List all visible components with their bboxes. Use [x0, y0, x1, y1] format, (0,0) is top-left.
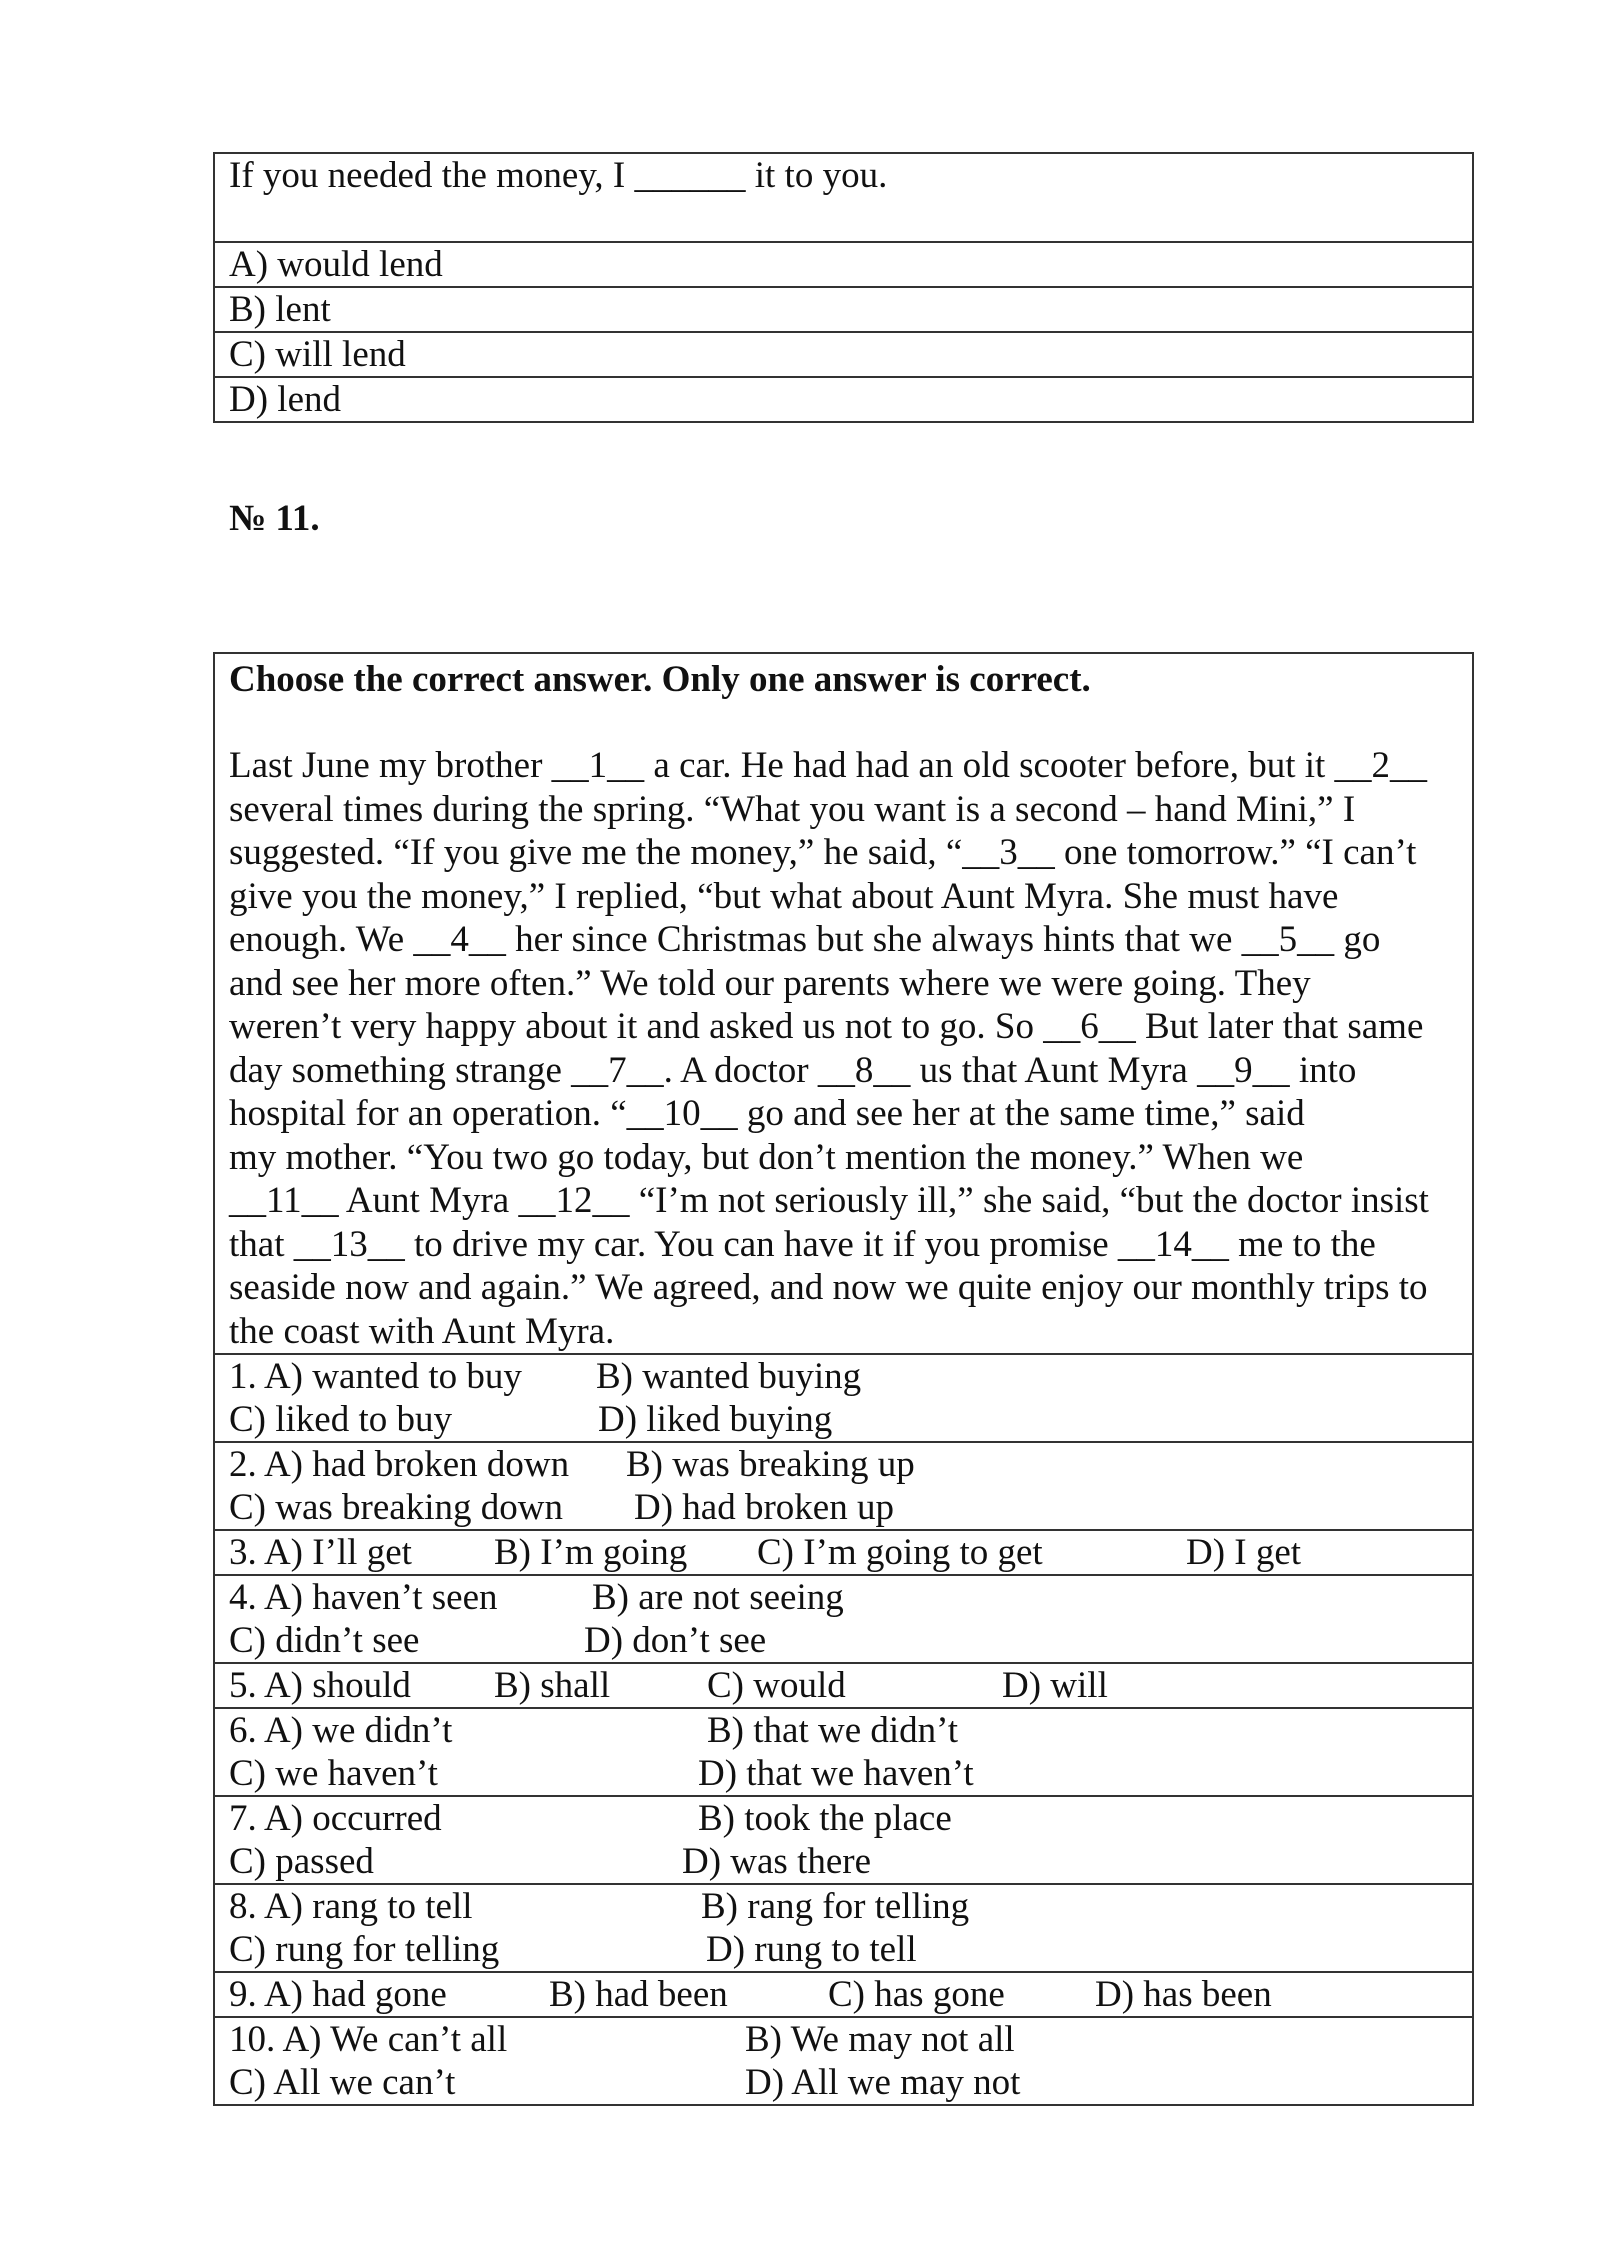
option-b: B) are not seeing [592, 1577, 844, 1618]
answer-row-9 [214, 1972, 1473, 2017]
option-a: 3. A) I’ll get [229, 1532, 412, 1573]
instruction-text: Choose the correct answer. Only one answer is correct. [229, 659, 1091, 700]
passage-line: seaside now and again.” We agreed, and now we quite enjoy our monthly trips to [229, 1267, 1428, 1308]
answer-row-10 [214, 2017, 1473, 2105]
option-b: B) lent [214, 287, 1473, 332]
option-c: C) has gone [828, 1974, 1005, 2015]
answer-row-7 [214, 1796, 1473, 1884]
option-a: 5. A) should [229, 1665, 411, 1706]
option-c: C) was breaking down [229, 1487, 563, 1528]
option-a: 4. A) haven’t seen [229, 1577, 498, 1618]
option-d: D) don’t see [584, 1620, 767, 1661]
option-d: D) had broken up [634, 1487, 894, 1528]
option-c: C) didn’t see [229, 1620, 420, 1661]
option-d: D) liked buying [598, 1399, 833, 1440]
option-a: 1. A) wanted to buy [229, 1356, 522, 1397]
option-c: C) All we can’t [229, 2062, 456, 2103]
option-a: 2. A) had broken down [229, 1444, 570, 1485]
option-d: D) I get [1186, 1532, 1302, 1573]
question-10-table [213, 152, 1474, 423]
question-stem: If you needed the money, I ______ it to you. [214, 153, 1473, 242]
option-b: B) had been [549, 1974, 728, 2015]
option-b: B) took the place [698, 1798, 952, 1839]
passage-line: weren’t very happy about it and asked us not to go. So __6__ But later that same [229, 1006, 1424, 1047]
answer-row-2 [214, 1442, 1473, 1530]
option-b: B) that we didn’t [707, 1710, 959, 1751]
option-d: D) was there [682, 1841, 872, 1882]
option-d: D) has been [1095, 1974, 1272, 2015]
option-a: 6. A) we didn’t [229, 1710, 453, 1751]
option-b: B) We may not all [745, 2019, 1015, 2060]
option-c: C) would [707, 1665, 846, 1706]
answer-row-3 [214, 1530, 1473, 1575]
passage-line: my mother. “You two go today, but don’t mention the money.” When we [229, 1136, 1304, 1178]
option-c: C) passed [229, 1841, 374, 1882]
question-11-table [213, 652, 1474, 2106]
option-b: B) rang for telling [701, 1886, 970, 1927]
option-d: D) lend [214, 377, 1473, 422]
passage-line: __11__ Aunt Myra __12__ “I’m not seriously ill,” she said, “but the doctor insist [229, 1180, 1429, 1221]
passage-line: Last June my brother __1__ a car. He had had an old scooter before, but it __2__ [229, 745, 1428, 786]
passage-line: day something strange __7__. A doctor __8__ us that Aunt Myra __9__ into [229, 1049, 1357, 1091]
option-a: A) would lend [214, 242, 1473, 287]
passage-line: suggested. “If you give me the money,” he said, “__3__ one tomorrow.” “I can’t [229, 832, 1417, 873]
answer-row-5 [214, 1663, 1473, 1708]
option-c: C) rung for telling [229, 1929, 500, 1970]
passage-line: that __13__ to drive my car. You can have it if you promise __14__ me to the [229, 1223, 1376, 1265]
option-c: C) I’m going to get [757, 1532, 1043, 1573]
option-c: C) will lend [214, 332, 1473, 377]
option-b: B) was breaking up [626, 1444, 915, 1485]
passage-cell [214, 653, 1473, 1354]
option-b: B) wanted buying [596, 1356, 862, 1397]
passage-line: enough. We __4__ her since Christmas but she always hints that we __5__ go [229, 919, 1381, 960]
passage-line: several times during the spring. “What you want is a second – hand Mini,” I [229, 788, 1356, 830]
answer-row-4 [214, 1575, 1473, 1663]
answer-row-6 [214, 1708, 1473, 1796]
option-a: 10. A) We can’t all [229, 2019, 508, 2060]
question-number-heading: № 11. [229, 498, 320, 539]
option-c: C) liked to buy [229, 1399, 453, 1440]
passage-line: hospital for an operation. “__10__ go and see her at the same time,” said [229, 1093, 1305, 1134]
option-a: 8. A) rang to tell [229, 1886, 473, 1927]
answer-row-1 [214, 1354, 1473, 1442]
passage-line: and see her more often.” We told our parents where we were going. They [229, 962, 1311, 1004]
passage-line: give you the money,” I replied, “but what about Aunt Myra. She must have [229, 875, 1339, 917]
option-d: D) All we may not [745, 2062, 1021, 2103]
answer-row-8 [214, 1884, 1473, 1972]
option-d: D) rung to tell [706, 1929, 917, 1970]
option-a: 9. A) had gone [229, 1974, 447, 2015]
option-b: B) I’m going [494, 1532, 688, 1573]
option-b: B) shall [494, 1665, 611, 1706]
option-c: C) we haven’t [229, 1753, 438, 1794]
option-d: D) will [1002, 1665, 1108, 1706]
option-d: D) that we haven’t [698, 1753, 974, 1794]
option-a: 7. A) occurred [229, 1798, 442, 1839]
passage-line: the coast with Aunt Myra. [229, 1310, 615, 1352]
